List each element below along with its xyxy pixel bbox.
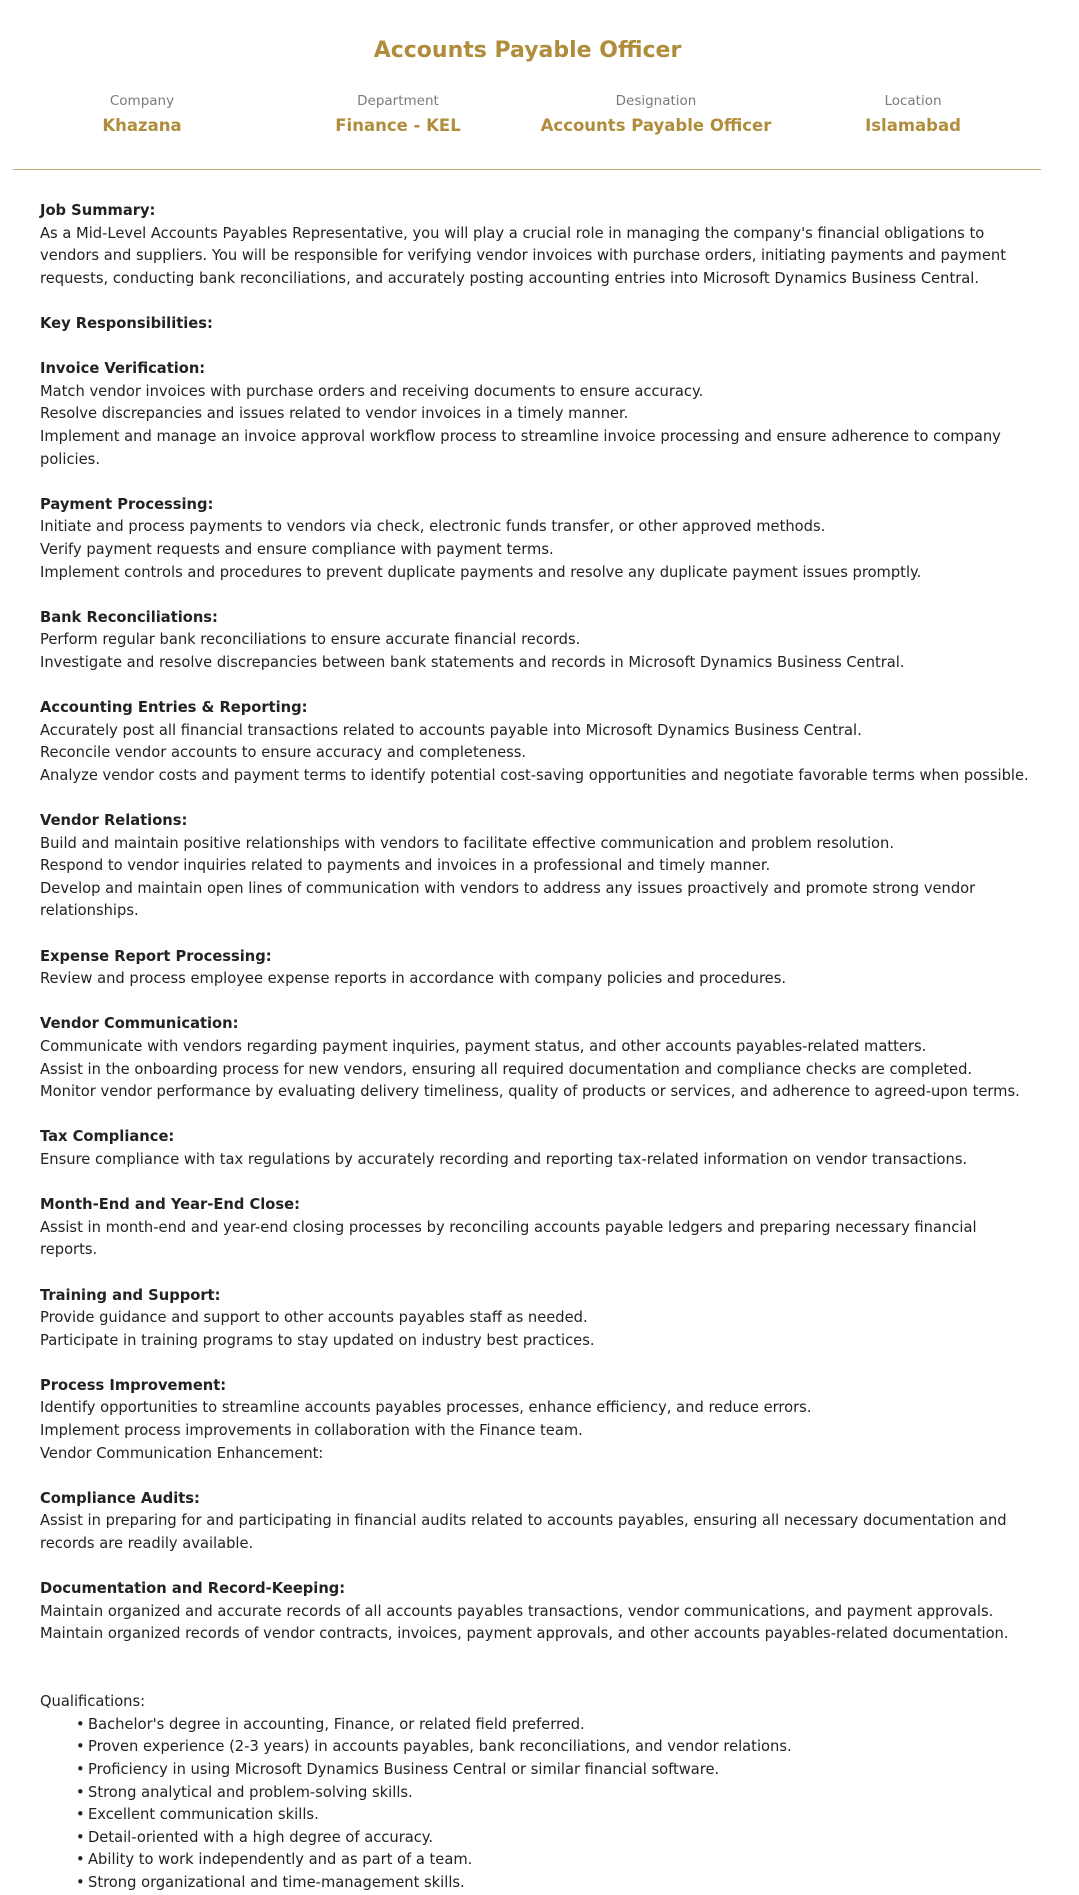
responsibility-section	[40, 1285, 1030, 1353]
meta-value: Khazana	[102, 116, 182, 135]
job-meta-row	[0, 66, 1055, 146]
responsibility-line: Accurately post all financial transactions related to accounts payable into Microsoft Dynamics Business Central.	[40, 721, 862, 739]
qualification-item: • Strong organizational and time-management skills.	[88, 1872, 1030, 1895]
responsibility-line: Analyze vendor costs and payment terms to identify potential cost-saving opportunities and negotiate favorable terms when possible.	[40, 766, 1029, 784]
responsibility-line: Vendor Communication Enhancement:	[40, 1444, 324, 1462]
page-title: Accounts Payable Officer	[373, 38, 682, 63]
section-heading: Vendor Relations:	[40, 812, 188, 830]
section-heading: Bank Reconciliations:	[40, 608, 218, 626]
responsibility-section	[40, 946, 1030, 991]
responsibility-line: Ensure compliance with tax regulations by accurately recording and reporting tax-related information on vendor transactions.	[40, 1150, 968, 1168]
meta-company	[12, 92, 272, 136]
responsibility-line: Maintain organized and accurate records of all accounts payables transactions, vendor communications, and payment approvals.	[40, 1602, 994, 1620]
responsibility-line: Maintain organized records of vendor contracts, invoices, payment approvals, and other accounts payables-related documentation.	[40, 1625, 1009, 1643]
responsibility-line: Respond to vendor inquiries related to payments and invoices in a professional and timely manner.	[40, 857, 771, 875]
qualifications-list	[40, 1714, 1030, 1895]
section-heading: Documentation and Record-Keeping:	[40, 1580, 346, 1598]
spacer	[40, 1669, 1030, 1692]
responsibility-section	[40, 1578, 1030, 1646]
responsibility-line: Verify payment requests and ensure compliance with payment terms.	[40, 540, 554, 558]
section-heading: Training and Support:	[40, 1286, 221, 1304]
responsibility-line: Implement process improvements in collaboration with the Finance team.	[40, 1422, 583, 1440]
meta-value: Islamabad	[865, 116, 961, 135]
responsibility-line: Communicate with vendors regarding payment inquiries, payment status, and other accounts payables-related matters.	[40, 1037, 927, 1055]
qualification-item: • Proven experience (2-3 years) in accounts payables, bank reconciliations, and vendor relations.	[88, 1736, 1030, 1759]
section-heading: Vendor Communication:	[40, 1015, 239, 1033]
section-heading: Job Summary:	[40, 202, 156, 219]
responsibility-line: Review and process employee expense reports in accordance with company policies and procedures.	[40, 970, 787, 988]
responsibility-section	[40, 1126, 1030, 1171]
responsibility-line: Investigate and resolve discrepancies between bank statements and records in Microsoft Dynamics Business Central.	[40, 653, 905, 671]
responsibility-line: Initiate and process payments to vendors via check, electronic funds transfer, or other approved methods.	[40, 518, 826, 536]
meta-label: Designation	[615, 93, 697, 109]
responsibility-line: Match vendor invoices with purchase orders and receiving documents to ensure accuracy.	[40, 382, 704, 400]
section-heading: Compliance Audits:	[40, 1489, 200, 1507]
responsibility-line: Assist in preparing for and participating in financial audits related to accounts payables, ensuring all necessary documentation and records are readily available.	[40, 1512, 1007, 1553]
responsibility-section	[40, 1194, 1030, 1262]
qualification-item: • Ability to work independently and as part of a team.	[88, 1849, 1030, 1872]
responsibility-section	[40, 494, 1030, 584]
summary-text: As a Mid-Level Accounts Payables Representative, you will play a crucial role in managing the company's financial obligations to vendors and suppliers. You will be responsible for verifying vendor invoices with purchase orders, initiating payments and payment requests, conducting bank reconciliations, and accurately posting accounting entries into Microsoft Dynamics Business Central.	[40, 224, 1006, 287]
section-heading: Accounting Entries & Reporting:	[40, 699, 308, 717]
responsibility-section	[40, 697, 1030, 787]
meta-label: Location	[884, 93, 942, 109]
section-heading: Month-End and Year-End Close:	[40, 1196, 300, 1214]
responsibility-line: Build and maintain positive relationships with vendors to facilitate effective communication and problem resolution.	[40, 834, 895, 852]
qualification-item: • Excellent communication skills.	[88, 1804, 1030, 1827]
qualifications-heading: Qualifications:	[40, 1693, 146, 1711]
responsibility-section	[40, 1013, 1030, 1103]
responsibility-line: Implement controls and procedures to prevent duplicate payments and resolve any duplicate payment issues promptly.	[40, 563, 922, 581]
responsibility-line: Assist in the onboarding process for new vendors, ensuring all required documentation and compliance checks are completed.	[40, 1060, 973, 1078]
responsibility-line: Monitor vendor performance by evaluating delivery timeliness, quality of products or services, and adherence to agreed-upon terms.	[40, 1083, 1020, 1101]
section-heading: Expense Report Processing:	[40, 947, 272, 965]
meta-location	[783, 92, 1043, 136]
section-heading: Tax Compliance:	[40, 1128, 175, 1146]
qualification-item: • Strong analytical and problem-solving skills.	[88, 1782, 1030, 1805]
header-divider	[13, 169, 1041, 170]
key-responsibilities	[40, 313, 1030, 336]
qualification-item: • Detail-oriented with a high degree of accuracy.	[88, 1827, 1030, 1850]
section-heading: Payment Processing:	[40, 495, 214, 513]
responsibility-line: Reconcile vendor accounts to ensure accuracy and completeness.	[40, 744, 527, 762]
section-heading: Process Improvement:	[40, 1376, 227, 1394]
responsibility-section	[40, 1488, 1030, 1556]
responsibility-line: Implement and manage an invoice approval workflow process to streamline invoice processing and ensure adherence to company policies.	[40, 427, 1001, 468]
responsibility-line: Develop and maintain open lines of communication with vendors to address any issues proactively and promote strong vendor relationships.	[40, 879, 976, 920]
qualifications	[40, 1691, 1030, 1894]
responsibility-line: Provide guidance and support to other accounts payables staff as needed.	[40, 1309, 588, 1327]
qualification-item: • Proficiency in using Microsoft Dynamics Business Central or similar financial software.	[88, 1759, 1030, 1782]
responsibility-line: Assist in month-end and year-end closing processes by reconciling accounts payable ledgers and preparing necessary financial reports.	[40, 1218, 977, 1259]
responsibility-line: Identify opportunities to streamline accounts payables processes, enhance efficiency, and reduce errors.	[40, 1399, 812, 1417]
responsibility-line: Resolve discrepancies and issues related to vendor invoices in a timely manner.	[40, 405, 629, 423]
responsibility-section	[40, 607, 1030, 675]
meta-department	[268, 92, 528, 136]
job-summary	[40, 200, 1030, 290]
responsibility-line: Perform regular bank reconciliations to ensure accurate financial records.	[40, 631, 581, 649]
job-description	[40, 200, 1030, 1895]
meta-value: Accounts Payable Officer	[540, 116, 772, 135]
meta-label: Company	[109, 93, 175, 109]
responsibility-section	[40, 810, 1030, 923]
responsibility-section	[40, 1375, 1030, 1465]
responsibility-sections	[40, 358, 1030, 1646]
meta-value: Finance - KEL	[335, 116, 461, 135]
responsibility-section	[40, 358, 1030, 471]
section-heading: Invoice Verification:	[40, 360, 206, 378]
meta-label: Department	[357, 93, 439, 109]
meta-designation	[526, 92, 786, 136]
qualification-item: • Bachelor's degree in accounting, Finance, or related field preferred.	[88, 1714, 1030, 1737]
section-heading: Key Responsibilities:	[40, 314, 213, 332]
responsibility-line: Participate in training programs to stay updated on industry best practices.	[40, 1331, 595, 1349]
